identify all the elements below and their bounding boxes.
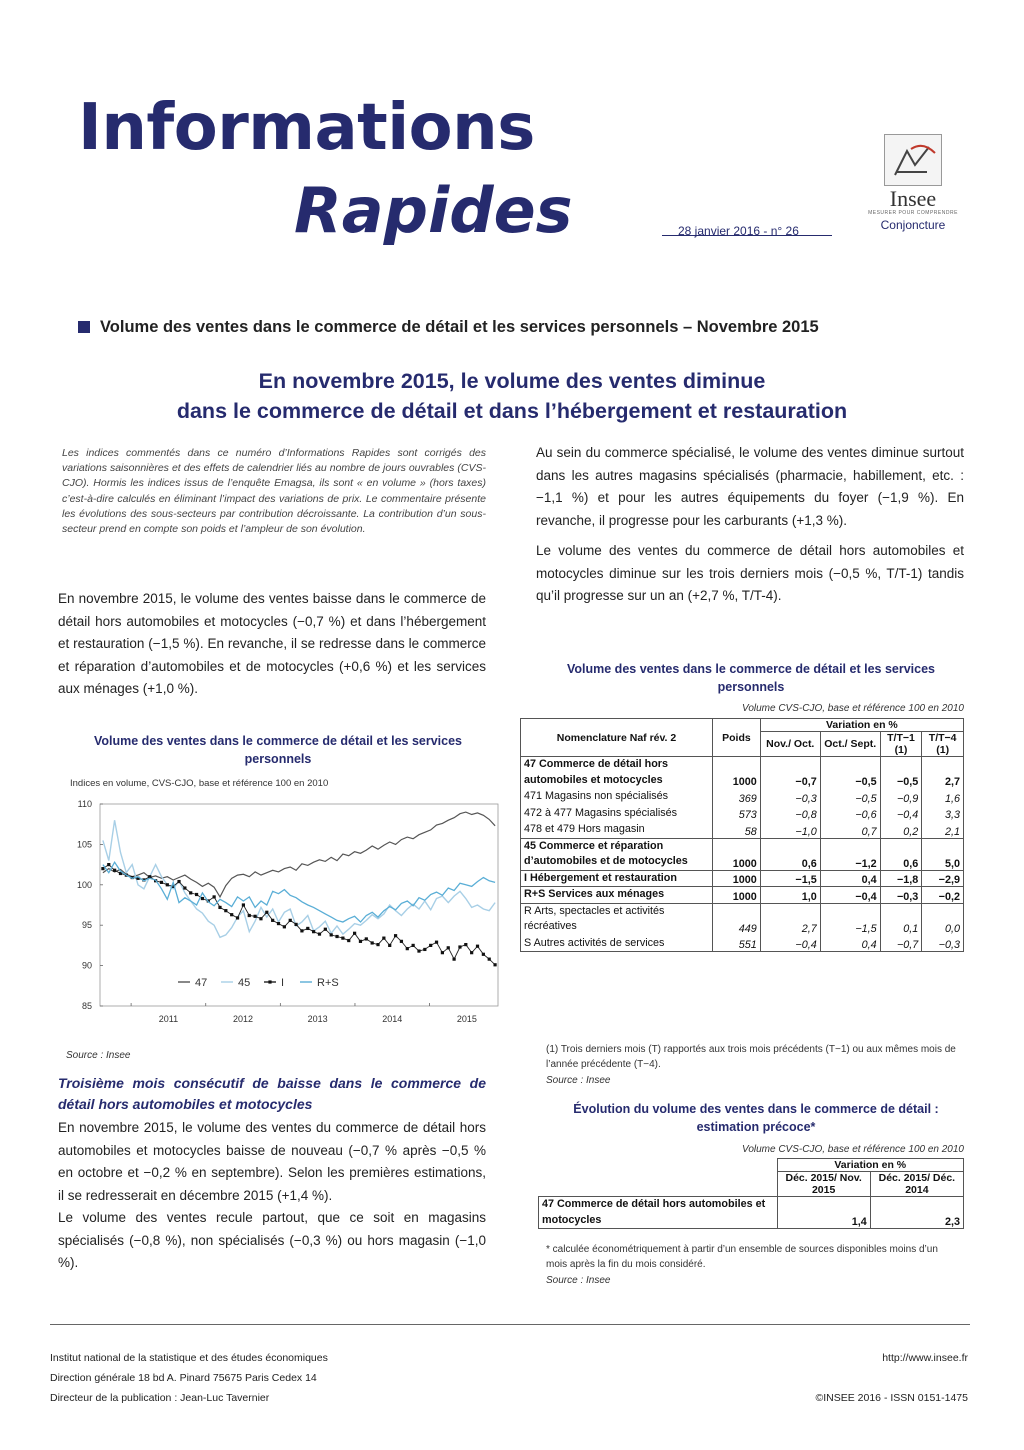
data-point-i <box>113 869 116 872</box>
chart-subtitle: Indices en volume, CVS-CJO, base et référence 100 en 2010 <box>70 778 329 789</box>
data-point-i <box>224 909 227 912</box>
table-cell-oct-sept: −0,4 <box>820 887 880 904</box>
table-cell-t-t4: −2,9 <box>922 870 964 887</box>
data-point-i <box>289 919 292 922</box>
data-point-i <box>482 953 485 956</box>
data-point-i <box>189 891 192 894</box>
table-cell-t-t4: 2,7 <box>922 757 964 789</box>
table1-subtitle: Volume CVS-CJO, base et référence 100 en 2010 <box>742 703 964 714</box>
data-point-i <box>254 915 257 918</box>
header-variation: Variation en % <box>760 719 963 732</box>
header-poids: Poids <box>713 719 761 757</box>
data-point-i <box>330 933 333 936</box>
table-cell-poids: 449 <box>713 903 761 935</box>
table-cell-poids: 1000 <box>713 838 761 870</box>
table-row <box>521 903 964 935</box>
y-tick-label: 95 <box>81 920 92 931</box>
logo-name: Insee <box>889 186 937 211</box>
table-cell-label: R+S Services aux ménages <box>521 887 713 904</box>
series-line-47 <box>103 812 495 897</box>
table-cell-t-t1: −0,7 <box>880 935 922 952</box>
data-point-i <box>318 932 321 935</box>
x-tick-label: 2013 <box>307 1014 328 1024</box>
data-point-i <box>312 930 315 933</box>
header-t-t1: T/T−1 (1) <box>880 732 922 757</box>
series-title <box>78 318 819 337</box>
data-point-i <box>183 886 186 889</box>
table2-row-label: 47 Commerce de détail hors automobiles et motocycles <box>539 1197 778 1229</box>
table-cell-oct-sept: −1,2 <box>820 838 880 870</box>
table-row <box>521 887 964 904</box>
table-cell-nov-oct: −1,0 <box>760 822 820 839</box>
footer-institution: Institut national de la statistique et des études économiques <box>50 1352 328 1364</box>
data-point-i <box>213 895 216 898</box>
table2-header-dec-nov: Déc. 2015/ Nov. 2015 <box>777 1172 870 1197</box>
series-title-text: Volume des ventes dans le commerce de détail et les services personnels – Novembre 2015 <box>100 318 819 336</box>
table-cell-label: 478 et 479 Hors magasin <box>521 822 713 839</box>
data-point-i <box>441 951 444 954</box>
header-nomenclature: Nomenclature Naf rév. 2 <box>521 719 713 757</box>
data-point-i <box>218 906 221 909</box>
data-point-i <box>394 934 397 937</box>
table-cell-oct-sept: 0,4 <box>820 935 880 952</box>
data-point-i <box>306 927 309 930</box>
y-tick-label: 100 <box>76 879 92 890</box>
table-cell-t-t4: −0,2 <box>922 887 964 904</box>
data-point-i <box>412 944 415 947</box>
table-cell-oct-sept: −0,6 <box>820 805 880 822</box>
table-cell-label: R Arts, spectacles et activités récréatives <box>521 903 713 935</box>
x-tick-label: 2015 <box>456 1014 477 1024</box>
data-point-i <box>201 897 204 900</box>
data-point-i <box>335 935 338 938</box>
table-cell-t-t1: −1,8 <box>880 870 922 887</box>
table-cell-label: 45 Commerce et réparation d’automobiles et de motocycles <box>521 838 713 870</box>
table-cell-t-t1: 0,6 <box>880 838 922 870</box>
table-cell-oct-sept: −0,5 <box>820 757 880 789</box>
table2-value-1: 1,4 <box>777 1197 870 1229</box>
table-cell-nov-oct: 0,6 <box>760 838 820 870</box>
right-paragraph-1: Au sein du commerce spécialisé, le volume des ventes diminue surtout dans les autres magasins spécialisés (pharmacie, habillement, etc. : −1,1 %) et pour les autres équipements du foyer (−1,9 %). En revanche, il progresse pour les carburants (+1,3 %). <box>536 445 964 528</box>
headline <box>60 366 964 426</box>
line-chart <box>60 790 500 1030</box>
header-t-t4: T/T−4 (1) <box>922 732 964 757</box>
table-row <box>521 822 964 839</box>
data-point-i <box>160 881 163 884</box>
table-cell-nov-oct: −1,5 <box>760 870 820 887</box>
data-point-i <box>353 932 356 935</box>
table-row <box>521 935 964 952</box>
data-point-i <box>294 923 297 926</box>
data-point-i <box>107 863 110 866</box>
right-paragraph-2: Le volume des ventes du commerce de détail hors automobiles et motocycles diminue sur les trois derniers mois (−0,5 %, T/T-1) tandis qu’il progresse sur un an (+2,7 %, T/T-4). <box>536 543 964 603</box>
table-cell-t-t1: −0,9 <box>880 789 922 806</box>
data-point-i <box>417 949 420 952</box>
data-point-i <box>101 867 104 870</box>
table-row <box>521 870 964 887</box>
data-point-i <box>283 925 286 928</box>
table-cell-poids: 1000 <box>713 887 761 904</box>
data-point-i <box>242 903 245 906</box>
table2-source: Source : Insee <box>546 1275 611 1286</box>
footer-left <box>50 1348 328 1408</box>
table-cell-t-t4: 2,1 <box>922 822 964 839</box>
table2-title: Évolution du volume des ventes dans le commerce de détail : estimation précoce* <box>573 1102 939 1134</box>
left-subheading: Troisième mois consécutif de baisse dans le commerce de détail hors automobiles et motocycles <box>58 1075 486 1112</box>
y-tick-label: 105 <box>76 839 92 850</box>
left-paragraph-1: En novembre 2015, le volume des ventes baisse dans le commerce de détail hors automobiles et motocycles (−0,7 %) et dans l’hébergement et restauration (−1,5 %). En revanche, il se redresse dans le commerce et réparation d’automobiles et de motocycles (+0,6 %) et les services aux ménages (+1,0 %). <box>58 591 486 696</box>
chart-source: Source : Insee <box>66 1050 131 1061</box>
legend-label: R+S <box>317 977 339 989</box>
headline-line1: En novembre 2015, le volume des ventes diminue <box>258 369 766 393</box>
x-tick-label: 2012 <box>233 1014 254 1024</box>
table-cell-poids: 573 <box>713 805 761 822</box>
table-cell-nov-oct: −0,3 <box>760 789 820 806</box>
logo-section: Conjoncture <box>880 218 946 232</box>
masthead-title-line2: Rapides <box>294 174 573 247</box>
x-tick-label: 2011 <box>158 1014 179 1024</box>
table-cell-t-t1: 0,2 <box>880 822 922 839</box>
table-cell-poids: 369 <box>713 789 761 806</box>
data-point-i <box>166 883 169 886</box>
table-cell-nov-oct: −0,8 <box>760 805 820 822</box>
footer-copyright: ©INSEE 2016 - ISSN 0151-1475 <box>815 1392 968 1404</box>
table-cell-oct-sept: −1,5 <box>820 903 880 935</box>
header-oct-sept: Oct./ Sept. <box>820 732 880 757</box>
table-cell-t-t4: −0,3 <box>922 935 964 952</box>
bullet-square-icon <box>78 321 90 333</box>
table-row <box>521 838 964 870</box>
table-row <box>521 757 964 789</box>
table-cell-label: 47 Commerce de détail hors automobiles et motocycles <box>521 757 713 789</box>
data-point-i <box>429 944 432 947</box>
data-point-i <box>259 917 262 920</box>
y-tick-label: 110 <box>77 799 92 809</box>
data-point-i <box>388 944 391 947</box>
footer-address: Direction générale 18 bd A. Pinard 75675 Paris Cedex 14 <box>50 1372 317 1384</box>
data-point-i <box>230 913 233 916</box>
table2-header-row <box>539 1159 964 1172</box>
table-cell-poids: 551 <box>713 935 761 952</box>
table1-title: Volume des ventes dans le commerce de détail et les services personnels <box>566 662 935 694</box>
table2-note: * calculée économétriquement à partir d’un ensemble de sources disponibles moins d’un mois après la fin du mois considéré. <box>546 1244 938 1270</box>
table1-header-row <box>521 719 964 732</box>
issue-date: 28 janvier 2016 - n° 26 <box>678 224 799 238</box>
footer-right <box>816 1348 969 1408</box>
data-point-i <box>324 928 327 931</box>
data-point-i <box>365 937 368 940</box>
table-cell-t-t4: 0,0 <box>922 903 964 935</box>
table-cell-oct-sept: −0,5 <box>820 789 880 806</box>
headline-line2: dans le commerce de détail et dans l’hébergement et restauration <box>176 399 848 423</box>
insee-logo <box>868 134 958 232</box>
table-cell-t-t4: 3,3 <box>922 805 964 822</box>
table-cell-t-t1: −0,3 <box>880 887 922 904</box>
table2-header-dec-dec: Déc. 2015/ Déc. 2014 <box>870 1172 963 1197</box>
left-paragraph-2: En novembre 2015, le volume des ventes du commerce de détail hors automobiles et motocycles baisse de nouveau (−0,7 % après −0,5 % en octobre et −0,2 % en septembre). Selon les premières estimations, il se redresserait en décembre 2015 (+1,4 %). <box>58 1120 486 1203</box>
table-cell-nov-oct: 1,0 <box>760 887 820 904</box>
data-point-i <box>341 937 344 940</box>
footer-divider <box>50 1324 970 1325</box>
table2-row <box>539 1197 964 1229</box>
legend-label: 45 <box>238 977 251 989</box>
table-cell-label: 471 Magasins non spécialisés <box>521 789 713 806</box>
footer-url[interactable]: http://www.insee.fr <box>882 1352 968 1364</box>
table-cell-nov-oct: −0,4 <box>760 935 820 952</box>
table-cell-t-t1: −0,4 <box>880 805 922 822</box>
logo-tagline: MESURER POUR COMPRENDRE <box>868 210 958 216</box>
data-point-i <box>195 893 198 896</box>
table2-value-2: 2,3 <box>870 1197 963 1229</box>
data-point-i <box>277 922 280 925</box>
data-point-i <box>400 940 403 943</box>
table-cell-t-t1: 0,1 <box>880 903 922 935</box>
x-tick-label: 2014 <box>382 1014 403 1024</box>
legend-marker <box>268 980 271 983</box>
data-point-i <box>248 914 251 917</box>
header-nov-oct: Nov./ Oct. <box>760 732 820 757</box>
legend-label: 47 <box>195 977 208 989</box>
table-cell-nov-oct: 2,7 <box>760 903 820 935</box>
table-cell-poids: 58 <box>713 822 761 839</box>
chart-title: Volume des ventes dans le commerce de détail et les services personnels <box>93 734 462 766</box>
data-point-i <box>470 951 473 954</box>
data-point-i <box>464 943 467 946</box>
logo-emblem-icon <box>884 134 942 186</box>
data-point-i <box>271 919 274 922</box>
table-cell-t-t4: 1,6 <box>922 789 964 806</box>
data-point-i <box>371 941 374 944</box>
table2 <box>538 1158 964 1229</box>
data-point-i <box>493 963 496 966</box>
data-point-i <box>300 929 303 932</box>
data-point-i <box>359 940 362 943</box>
table1-note: (1) Trois derniers mois (T) rapportés aux trois mois précédents (T−1) ou aux mêmes mois de l’année précédente (T−4). <box>546 1044 956 1070</box>
table-cell-oct-sept: 0,7 <box>820 822 880 839</box>
table-cell-t-t4: 5,0 <box>922 838 964 870</box>
legend-label: I <box>281 977 285 989</box>
masthead-title-line1: Informations <box>78 91 535 165</box>
data-point-i <box>265 911 268 914</box>
data-point-i <box>406 947 409 950</box>
data-point-i <box>476 945 479 948</box>
data-point-i <box>488 958 491 961</box>
series-line-rs <box>103 862 495 922</box>
data-point-i <box>376 943 379 946</box>
data-point-i <box>435 941 438 944</box>
table1 <box>520 718 964 952</box>
y-tick-label: 90 <box>81 960 92 971</box>
left-paragraph-3: Le volume des ventes recule partout, que ce soit en magasins spécialisés (−0,8 %), non spécialisés (−0,3 %) ou hors magasin (−1,0 %). <box>58 1210 486 1270</box>
plot-frame <box>100 804 498 1006</box>
data-point-i <box>423 948 426 951</box>
table-cell-oct-sept: 0,4 <box>820 870 880 887</box>
table-cell-poids: 1000 <box>713 870 761 887</box>
table-cell-label: S Autres activités de services <box>521 935 713 952</box>
table-cell-poids: 1000 <box>713 757 761 789</box>
table-cell-label: I Hébergement et restauration <box>521 870 713 887</box>
table-cell-t-t1: −0,5 <box>880 757 922 789</box>
table-cell-nov-oct: −0,7 <box>760 757 820 789</box>
data-point-i <box>236 916 239 919</box>
data-point-i <box>347 939 350 942</box>
data-point-i <box>458 945 461 948</box>
data-point-i <box>447 946 450 949</box>
table-cell-label: 472 à 477 Magasins spécialisés <box>521 805 713 822</box>
data-point-i <box>382 937 385 940</box>
table1-source: Source : Insee <box>546 1075 611 1086</box>
data-point-i <box>453 958 456 961</box>
table-row <box>521 805 964 822</box>
table2-header-variation: Variation en % <box>777 1159 964 1172</box>
table-row <box>521 789 964 806</box>
data-point-i <box>177 880 180 883</box>
footer-director: Directeur de la publication : Jean-Luc Tavernier <box>50 1392 270 1404</box>
y-tick-label: 85 <box>81 1001 92 1011</box>
intro-note: Les indices commentés dans ce numéro d’Informations Rapides sont corrigés des variations saisonnières et des effets de calendrier liés au nombre de jours ouvrables (CVS-CJO). Hormis les indices issus de l’enquête Emagsa, ils sont « en volume » (hors taxes) c’est-à-dire calculés en éliminant l’impact des variations de prix. Le commentaire présente les évolutions des sous-secteurs par contribution décroissante. La contribution d’un sous-secteur prend en compte son poids et l’ampleur de son évolution. <box>62 447 486 536</box>
series-line-i <box>103 865 495 965</box>
table2-subtitle: Volume CVS-CJO, base et référence 100 en 2010 <box>742 1144 964 1155</box>
